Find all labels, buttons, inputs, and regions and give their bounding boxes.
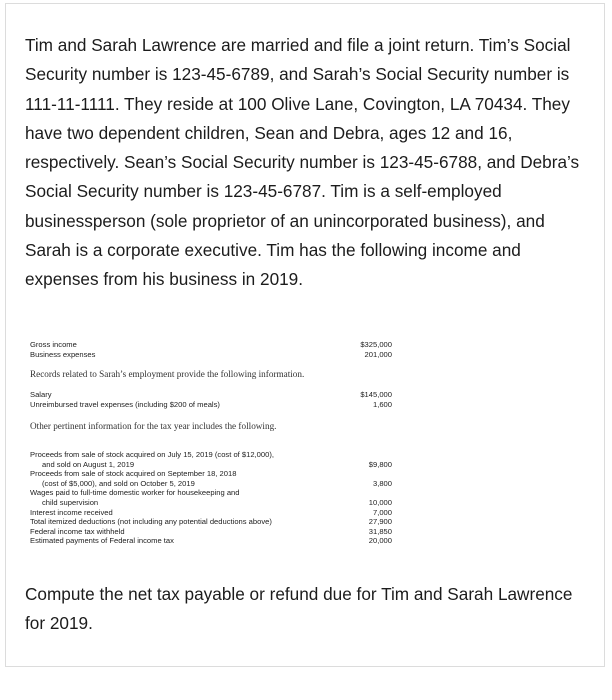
row-value: 3,800 bbox=[372, 478, 392, 488]
table-row bbox=[30, 517, 392, 527]
row-label: Interest income received bbox=[30, 507, 113, 517]
table-row bbox=[30, 460, 392, 470]
table-row bbox=[30, 469, 392, 479]
row-value: 31,850 bbox=[368, 526, 392, 536]
row-value: 20,000 bbox=[368, 536, 392, 546]
other-info-table bbox=[30, 450, 392, 546]
row-value: $9,800 bbox=[368, 459, 392, 469]
row-value: $325,000 bbox=[360, 340, 392, 349]
table-row bbox=[30, 479, 392, 489]
problem-question: Compute the net tax payable or refund due for Tim and Sarah Lawrence for 2019. bbox=[25, 584, 573, 634]
row-label: Gross income bbox=[30, 340, 77, 349]
row-label: Wages paid to full-time domestic worker for housekeeping and bbox=[30, 488, 240, 498]
row-label: Salary bbox=[30, 390, 52, 399]
employment-note: Records related to Sarah’s employment provide the following information. bbox=[30, 369, 305, 379]
other-info-note: Other pertinent information for the tax year includes the following. bbox=[30, 421, 277, 431]
row-label: Business expenses bbox=[30, 349, 96, 359]
row-label-continued: and sold on August 1, 2019 bbox=[42, 459, 135, 469]
row-label: Total itemized deductions (not including any potential deductions above) bbox=[30, 517, 272, 527]
table-row bbox=[30, 400, 392, 410]
table-row bbox=[30, 390, 392, 400]
row-value: 27,900 bbox=[368, 517, 392, 527]
row-label: Unreimbursed travel expenses (including $200 of meals) bbox=[30, 399, 220, 409]
row-label-continued: (cost of $5,000), and sold on October 5, 2019 bbox=[42, 478, 195, 488]
table-row bbox=[30, 450, 392, 460]
row-label: Proceeds from sale of stock acquired on September 18, 2018 bbox=[30, 469, 237, 479]
employment-table bbox=[30, 390, 392, 409]
table-row bbox=[30, 340, 392, 350]
table-row bbox=[30, 527, 392, 537]
business-table bbox=[30, 340, 392, 359]
row-label: Federal income tax withheld bbox=[30, 526, 125, 536]
row-value: $145,000 bbox=[360, 390, 392, 399]
row-label: Proceeds from sale of stock acquired on July 15, 2019 (cost of $12,000), bbox=[30, 450, 274, 459]
row-value: 7,000 bbox=[372, 507, 392, 517]
row-value: 10,000 bbox=[368, 497, 392, 507]
table-row bbox=[30, 508, 392, 518]
row-value: 1,600 bbox=[372, 399, 392, 409]
row-value: 201,000 bbox=[364, 349, 392, 359]
table-row bbox=[30, 536, 392, 546]
table-row bbox=[30, 498, 392, 508]
problem-intro: Tim and Sarah Lawrence are married and file a joint return. Tim’s Social Security number is 123-45-6789, and Sarah’s Social Security number is 111-11-1111. They reside at 100 Olive Lane, Covington, LA 70434. They have two dependent children, Sean and Debra, ages 12 and 16, respectively. Sean’s Social Security number is 123-45-6788, and Debra’s Social Security number is 123-45-6787. Tim is a self-employed businessperson (sole proprietor of an unincorporated business), and Sarah is a corporate executive. Tim has the following income and expenses from his business in 2019. bbox=[25, 35, 580, 290]
row-label-continued: child supervision bbox=[42, 497, 99, 507]
table-row bbox=[30, 488, 392, 498]
table-row bbox=[30, 350, 392, 360]
row-label: Estimated payments of Federal income tax bbox=[30, 536, 174, 546]
